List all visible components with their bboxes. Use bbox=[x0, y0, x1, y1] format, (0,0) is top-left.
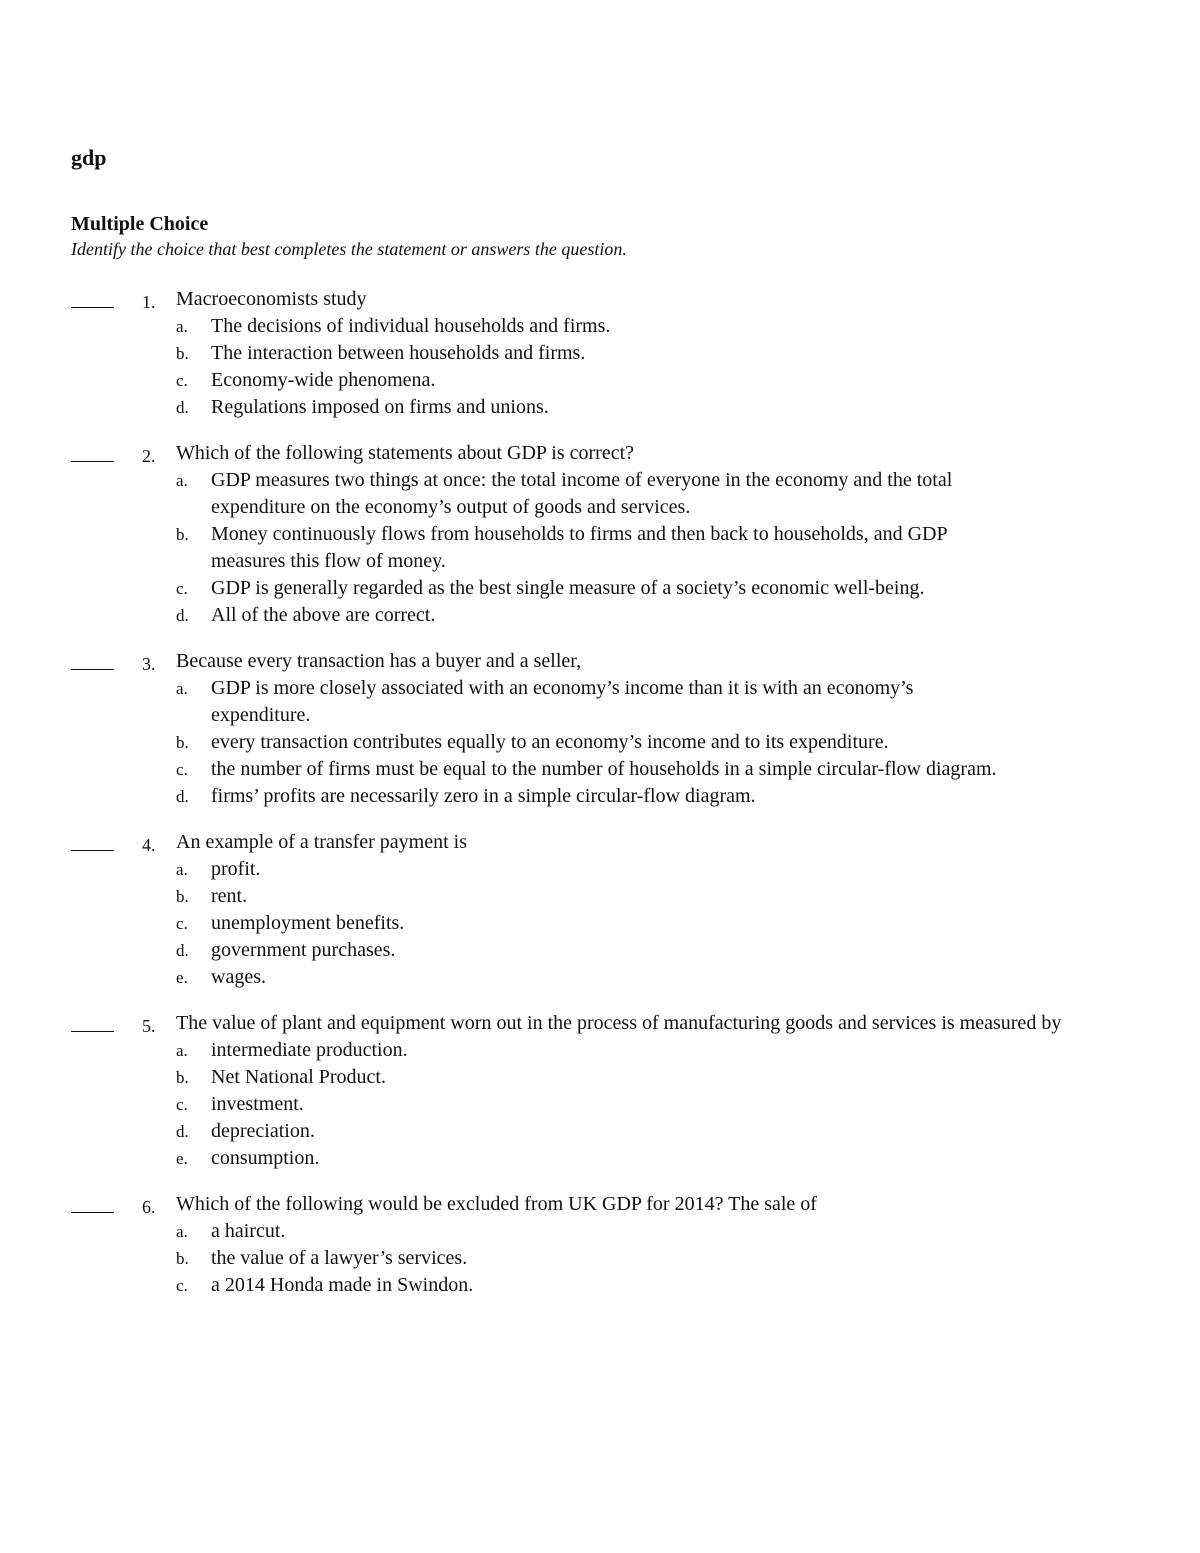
answer-blank[interactable] bbox=[71, 440, 114, 462]
option-letter: b. bbox=[176, 733, 189, 752]
option-list bbox=[0, 856, 1200, 991]
answer-option bbox=[0, 340, 1200, 367]
option-list bbox=[0, 467, 1200, 629]
option-letter: c. bbox=[176, 371, 188, 390]
answer-option bbox=[0, 1037, 1200, 1064]
question-stem bbox=[0, 286, 1200, 313]
option-letter: b. bbox=[176, 1068, 189, 1087]
question-text: Because every transaction has a buyer and a seller, bbox=[176, 650, 582, 672]
option-letter: b. bbox=[176, 344, 189, 363]
option-letter: a. bbox=[176, 860, 188, 879]
option-text: every transaction contributes equally to an economy’s income and to its expenditure. bbox=[211, 731, 889, 753]
question-text: Which of the following would be excluded from UK GDP for 2014? The sale of bbox=[176, 1193, 817, 1215]
option-text: unemployment benefits. bbox=[211, 912, 405, 934]
question-text: Macroeconomists study bbox=[176, 288, 367, 310]
question-stem bbox=[0, 440, 1200, 467]
option-text: Economy-wide phenomena. bbox=[211, 369, 436, 391]
question-list bbox=[0, 286, 1200, 1318]
question-stem bbox=[0, 1191, 1200, 1218]
answer-option bbox=[0, 602, 1200, 629]
answer-option bbox=[0, 313, 1200, 340]
option-text: The decisions of individual households and firms. bbox=[211, 315, 611, 337]
question-item bbox=[0, 1010, 1200, 1172]
option-letter: c. bbox=[176, 914, 188, 933]
option-list bbox=[0, 1037, 1200, 1172]
answer-option bbox=[0, 1218, 1200, 1245]
option-text: profit. bbox=[211, 858, 261, 880]
answer-option bbox=[0, 1272, 1200, 1299]
option-text: GDP is more closely associated with an economy’s income than it is with an economy’s expenditure. bbox=[211, 677, 914, 726]
answer-option bbox=[0, 910, 1200, 937]
option-text: a 2014 Honda made in Swindon. bbox=[211, 1274, 474, 1296]
option-text: a haircut. bbox=[211, 1220, 286, 1242]
answer-option bbox=[0, 856, 1200, 883]
question-item bbox=[0, 648, 1200, 810]
option-text: investment. bbox=[211, 1093, 304, 1115]
option-text: government purchases. bbox=[211, 939, 396, 961]
option-letter: a. bbox=[176, 679, 188, 698]
answer-option bbox=[0, 1064, 1200, 1091]
answer-option bbox=[0, 1091, 1200, 1118]
option-text: Net National Product. bbox=[211, 1066, 386, 1088]
option-letter: d. bbox=[176, 787, 189, 806]
answer-option bbox=[0, 675, 1200, 729]
answer-option bbox=[0, 467, 1200, 521]
answer-blank[interactable] bbox=[71, 286, 114, 308]
option-letter: c. bbox=[176, 1276, 188, 1295]
option-text: GDP is generally regarded as the best single measure of a society’s economic well-being. bbox=[211, 577, 925, 599]
option-letter: a. bbox=[176, 471, 188, 490]
option-list bbox=[0, 1218, 1200, 1299]
question-item bbox=[0, 829, 1200, 991]
option-text: Money continuously flows from households to firms and then back to households, and GDP measures this flow of money. bbox=[211, 523, 947, 572]
option-letter: a. bbox=[176, 317, 188, 336]
option-text: The interaction between households and firms. bbox=[211, 342, 586, 364]
option-text: All of the above are correct. bbox=[211, 604, 436, 626]
option-text: firms’ profits are necessarily zero in a simple circular-flow diagram. bbox=[211, 785, 756, 807]
answer-option bbox=[0, 575, 1200, 602]
question-text: The value of plant and equipment worn out in the process of manufacturing goods and services is measured by bbox=[176, 1012, 1062, 1034]
option-letter: a. bbox=[176, 1222, 188, 1241]
instructions-text: Identify the choice that best completes the statement or answers the question. bbox=[71, 239, 627, 259]
option-letter: c. bbox=[176, 579, 188, 598]
option-text: Regulations imposed on firms and unions. bbox=[211, 396, 549, 418]
answer-option bbox=[0, 964, 1200, 991]
question-number: 5. bbox=[142, 1016, 156, 1036]
question-stem bbox=[0, 829, 1200, 856]
question-item bbox=[0, 440, 1200, 629]
option-text: wages. bbox=[211, 966, 266, 988]
question-number: 2. bbox=[142, 446, 156, 466]
option-text: GDP measures two things at once: the total income of everyone in the economy and the total expenditure on the economy’s output of goods and services. bbox=[211, 469, 953, 518]
answer-option bbox=[0, 729, 1200, 756]
option-letter: d. bbox=[176, 398, 189, 417]
answer-blank[interactable] bbox=[71, 829, 114, 851]
question-number: 3. bbox=[142, 654, 156, 674]
answer-blank[interactable] bbox=[71, 1010, 114, 1032]
question-number: 4. bbox=[142, 835, 156, 855]
question-number: 1. bbox=[142, 292, 156, 312]
question-stem bbox=[0, 648, 1200, 675]
question-number: 6. bbox=[142, 1197, 156, 1217]
option-letter: a. bbox=[176, 1041, 188, 1060]
option-letter: b. bbox=[176, 887, 189, 906]
option-list bbox=[0, 313, 1200, 421]
option-letter: c. bbox=[176, 1095, 188, 1114]
answer-option bbox=[0, 394, 1200, 421]
option-text: intermediate production. bbox=[211, 1039, 408, 1061]
option-text: the number of firms must be equal to the number of households in a simple circular-flow diagram. bbox=[211, 758, 997, 780]
question-item bbox=[0, 286, 1200, 421]
answer-option bbox=[0, 783, 1200, 810]
option-letter: b. bbox=[176, 1249, 189, 1268]
question-item bbox=[0, 1191, 1200, 1299]
answer-option bbox=[0, 521, 1200, 575]
answer-option bbox=[0, 756, 1200, 783]
option-letter: d. bbox=[176, 606, 189, 625]
answer-option bbox=[0, 1118, 1200, 1145]
option-letter: e. bbox=[176, 1149, 188, 1168]
question-stem bbox=[0, 1010, 1200, 1037]
option-letter: c. bbox=[176, 760, 188, 779]
answer-option bbox=[0, 883, 1200, 910]
section-heading: Multiple Choice bbox=[71, 213, 209, 235]
option-letter: e. bbox=[176, 968, 188, 987]
answer-option bbox=[0, 1145, 1200, 1172]
answer-option bbox=[0, 937, 1200, 964]
option-letter: b. bbox=[176, 525, 189, 544]
option-letter: d. bbox=[176, 1122, 189, 1141]
option-text: the value of a lawyer’s services. bbox=[211, 1247, 468, 1269]
question-text: An example of a transfer payment is bbox=[176, 831, 468, 853]
option-text: rent. bbox=[211, 885, 248, 907]
answer-blank[interactable] bbox=[71, 648, 114, 670]
answer-option bbox=[0, 367, 1200, 394]
question-text: Which of the following statements about GDP is correct? bbox=[176, 442, 635, 464]
answer-option bbox=[0, 1245, 1200, 1272]
document-title: gdp bbox=[71, 145, 107, 170]
answer-blank[interactable] bbox=[71, 1191, 114, 1213]
option-letter: d. bbox=[176, 941, 189, 960]
option-list bbox=[0, 675, 1200, 810]
option-text: consumption. bbox=[211, 1147, 320, 1169]
option-text: depreciation. bbox=[211, 1120, 315, 1142]
